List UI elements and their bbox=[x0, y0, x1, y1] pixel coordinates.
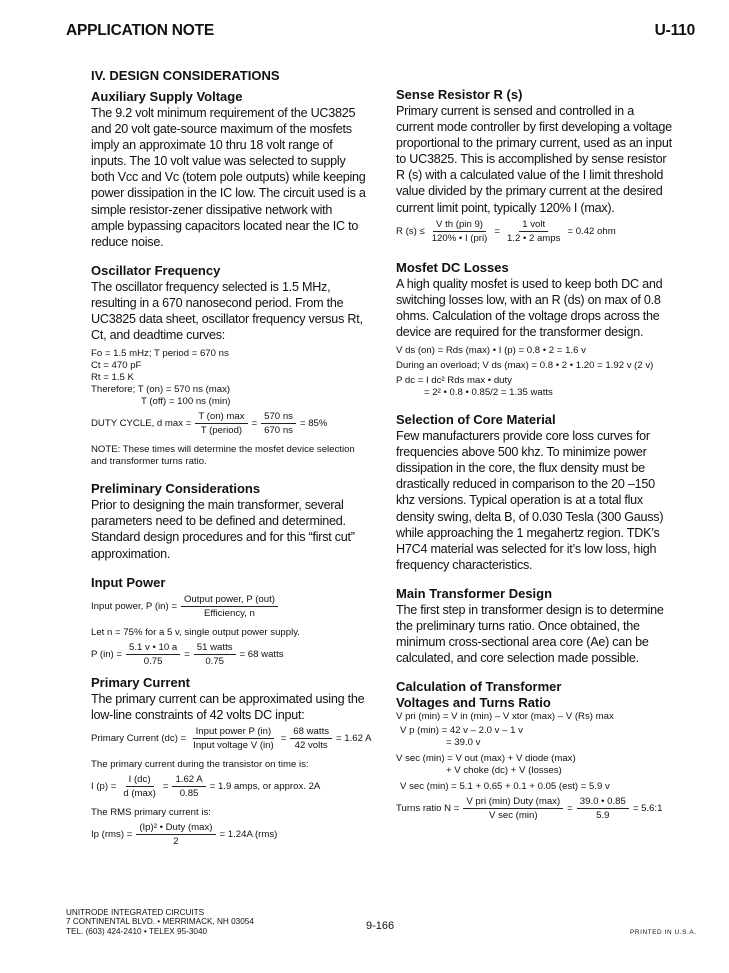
sense-eq-num-2: 1 volt bbox=[519, 219, 548, 232]
osc-text: The oscillator frequency selected is 1.5 MHz, resulting in a 670 nanosecond period. From the UC3825 data sheet, oscillator frequency versus Rt, Ct, and deadtime curves: bbox=[91, 279, 363, 343]
ip-rms-equation bbox=[91, 822, 366, 847]
sense-eq-num-1: V th (pin 9) bbox=[433, 219, 486, 232]
primary-eq1-den-1: Input voltage V (in) bbox=[193, 739, 274, 751]
calc-line-5: + V choke (dc) + V (losses) bbox=[446, 765, 562, 777]
footer-address-line-2: 7 CONTINENTAL BLVD. • MERRIMACK, NH 03054 bbox=[66, 917, 254, 927]
primary-eq2-den-1: d (max) bbox=[123, 787, 156, 799]
input-heading: Input Power bbox=[91, 574, 166, 590]
sense-equation: R (s) ≤ $\frac{\text{V th (pin 9)}}{\text{120\% • I (pri)}}$ = $\frac{\text{1 volt}}{\text{1.2 • 2 amps}}$ = 0.42 ohm bbox=[396, 218, 616, 244]
sense-eq-label: R (s) ≤ bbox=[396, 225, 425, 237]
primary-heading: Primary Current bbox=[91, 674, 190, 690]
turns-ratio-equation: Turns ratio N = $\frac{\text{V pri (min) Duty (max)}}{\text{V sec (min)}}$ = $\frac{39.0 • 0.85}{5.9}$ = 5.6:1 bbox=[396, 796, 663, 822]
ip-equation: I (p) = $\frac{I (dc)}{d (\max)}$ = $\frac{1.62 A}{0.85}$ = 1.9 amps, or approx. 2A bbox=[91, 773, 321, 799]
duty-result: = 85% bbox=[299, 418, 328, 430]
osc-line-5: T (off) = 100 ns (min) bbox=[141, 396, 231, 408]
primary-eq1-result: = 1.62 A bbox=[336, 732, 372, 744]
osc-line-3: Rt = 1.5 K bbox=[91, 372, 134, 384]
right-column bbox=[396, 68, 673, 824]
primary-eq2-den-2: 0.85 bbox=[179, 787, 199, 799]
footer-address bbox=[66, 908, 254, 936]
input-eq2-den-1: 0.75 bbox=[143, 655, 163, 667]
osc-heading: Oscillator Frequency bbox=[91, 262, 221, 278]
mosfet-heading: Mosfet DC Losses bbox=[396, 259, 509, 275]
sense-heading: Sense Resistor R (s) bbox=[396, 87, 523, 102]
calc-eq-den-2: 5.9 bbox=[596, 810, 610, 822]
input-eq2-den-2: 0.75 bbox=[205, 655, 224, 667]
duty-num-1: T (on) max bbox=[195, 411, 247, 424]
calc-line-1: V pri (min) = V in (min) – V xtor (max) – V (Rs) max bbox=[396, 711, 614, 723]
input-let: Let n = 75% for a 5 v, single output power supply. bbox=[91, 626, 300, 638]
primary-rms: The RMS primary current is: bbox=[91, 806, 211, 818]
primary-eq1-num-2: 68 watts bbox=[290, 726, 332, 739]
primary-eq1-den-2: 42 volts bbox=[294, 739, 328, 751]
mosfet-text: A high quality mosfet is used to keep both DC and switching losses low, with an R (ds) on max of 0.8 ohms. Calculation of the voltage drops across the device are required for the transformer design. bbox=[396, 276, 663, 339]
mosfet-line-4: = 2² • 0.8 • 0.85/2 = 1.35 watts bbox=[424, 387, 553, 399]
aux-heading: Auxiliary Supply Voltage bbox=[91, 89, 243, 104]
calc-eq-result: = 5.6:1 bbox=[632, 803, 663, 815]
mosfet-line-3: P dc = I dc² Rds max • duty bbox=[396, 375, 512, 387]
calc-line-3: = 39.0 v bbox=[446, 737, 481, 749]
input-eq2-result: = 68 watts bbox=[239, 648, 284, 660]
core-text: Few manufacturers provide core loss curves for frequencies above 500 khz. To minimize power dissipation in the core, the flux density must be drastically reduced in comparison to the 20 –150 khz versions. Typical operation is at a total flux density swing, delta B, of 0.030 Tesla (300 Gauss) while approaching the 1 megahertz region. TDK’s H7C4 material was selected for it’s low loss, high frequency characteristics. bbox=[396, 429, 664, 572]
input-eq2-num-2: 51 watts bbox=[194, 642, 236, 655]
sense-eq-den-2: 1.2 • 2 amps bbox=[506, 232, 561, 244]
page-number: 9-166 bbox=[366, 920, 395, 932]
input-eq1-label: Input power, P (in) = bbox=[91, 600, 177, 612]
duty-cycle-equation: DUTY CYCLE, d max = $\frac{T (on) \max}{\text{T (period)}}$ = $\frac{570 ns}{670 ns}$ = 85% bbox=[91, 411, 328, 437]
osc-note: NOTE: These times will determine the mosfet device selection and transformer turns ratio. bbox=[91, 444, 355, 468]
aux-text: The 9.2 volt minimum requirement of the UC3825 and 20 volt gate-source maximum of the mosfets imply an approximate 10 thru 18 volt range of inputs. The 10 volt value was selected to supply both Vcc and Vc (totem pole outputs) while keeping power dissipation in the IC low. The circuit used is a simple resistor-zener dissipative network with ample bypassing capacitors located near the IC to reduce noise. bbox=[91, 106, 366, 249]
section-title: IV. DESIGN CONSIDERATIONS bbox=[91, 68, 280, 83]
osc-line-4: Therefore; T (on) = 570 ns (max) bbox=[91, 384, 231, 396]
mosfet-line-2: During an overload; V ds (max) = 0.8 • 2 • 1.20 = 1.92 v (2 v) bbox=[396, 360, 654, 372]
calc-eq-num-1: V pri (min) Duty (max) bbox=[463, 796, 563, 809]
primary-eq3-result: = 1.24A (rms) bbox=[219, 828, 278, 840]
calc-eq-num-2: 39.0 • 0.85 bbox=[577, 796, 629, 809]
input-eq1-den: Efficiency, n bbox=[204, 607, 255, 619]
calc-heading-2: Voltages and Turns Ratio bbox=[396, 695, 551, 711]
calc-eq-den-1: V sec (min) bbox=[489, 810, 538, 822]
input-eq1-num: Output power, P (out) bbox=[181, 594, 278, 607]
calc-eq-label: Turns ratio N = bbox=[396, 803, 460, 815]
left-column bbox=[91, 68, 372, 850]
footer-address-line-3: TEL. (603) 424-2410 • TELEX 95-3040 bbox=[66, 926, 208, 936]
calc-line-6: V sec (min) = 5.1 + 0.65 + 0.1 + 0.05 (est) = 5.9 v bbox=[400, 781, 610, 793]
calc-line-4: V sec (min) = V out (max) + V diode (max) bbox=[396, 753, 576, 765]
header-right: U-110 bbox=[654, 22, 695, 39]
primary-eq1-num-1: Input power P (in) bbox=[193, 726, 275, 739]
osc-line-2: Ct = 470 pF bbox=[91, 360, 142, 372]
primary-during: The primary current during the transistor on time is: bbox=[91, 758, 309, 770]
primary-text: The primary current can be approximated using the low-line constraints of 42 volts DC input: bbox=[91, 691, 365, 722]
prelim-heading: Preliminary Considerations bbox=[91, 481, 261, 497]
primary-eq2-label: I (p) = bbox=[91, 780, 117, 792]
core-heading: Selection of Core Material bbox=[396, 412, 556, 428]
primary-eq3-den: 2 bbox=[173, 835, 179, 847]
sense-eq-result: = 0.42 ohm bbox=[567, 225, 616, 237]
input-eq2-label: P (in) = bbox=[91, 648, 123, 660]
input-eq2-num-1: 5.1 v • 10 a bbox=[126, 642, 180, 655]
sense-eq-den-1: 120% • I (pri) bbox=[431, 232, 488, 244]
primary-eq1-label: Primary Current (dc) = bbox=[91, 732, 187, 744]
header-left: APPLICATION NOTE bbox=[66, 22, 215, 39]
prelim-text: Prior to designing the main transformer, several parameters need to be defined and determined. Standard design procedures and for this “first cut” approximation. bbox=[91, 498, 355, 561]
duty-den-2: 670 ns bbox=[264, 425, 293, 437]
sense-text: Primary current is sensed and controlled in a current mode controller by first developing a voltage proportional to the primary current, used as an input to UC3825. This is accomplished by sense resistor R (s) with a calculated value of the I limit threshold value divided by the primary current at the desired current limit point, typically 120% I (max). bbox=[396, 104, 672, 215]
pin-equation: P (in) = $\frac{5.1 v • 10 a}{0.75}$ = $\frac{\text{51 watts}}{0.75}$ = 68 watts bbox=[91, 641, 284, 667]
transformer-heading: Main Transformer Design bbox=[396, 585, 553, 601]
printed-in: PRINTED IN U.S.A. bbox=[630, 929, 697, 936]
duty-den-1: T (period) bbox=[200, 425, 243, 437]
mosfet-line-1: V ds (on) = Rds (max) • I (p) = 0.8 • 2 = 1.6 v bbox=[396, 345, 586, 357]
primary-eq2-num-1: I (dc) bbox=[126, 774, 154, 787]
input-power-equation bbox=[91, 594, 366, 619]
duty-num-2: 570 ns bbox=[261, 411, 296, 424]
transformer-text: The first step in transformer design is to determine the preliminary turns ratio. Once obtained, the minimum cross-sectional area core (Ae) can be calculated, and core selection made possible. bbox=[396, 602, 664, 666]
primary-eq2-result: = 1.9 amps, or approx. 2A bbox=[209, 780, 321, 792]
primary-eq2-num-2: 1.62 A bbox=[172, 774, 205, 787]
osc-line-1: Fo = 1.5 mHz; T period = 670 ns bbox=[91, 348, 229, 360]
primary-eq3-label: Ip (rms) = bbox=[91, 828, 133, 840]
calc-heading-1: Calculation of Transformer bbox=[396, 679, 562, 695]
footer-address-line-1: UNITRODE INTEGRATED CIRCUITS bbox=[66, 908, 205, 917]
primary-current-equation: Primary Current (dc) = $\frac{\text{Input power P (in)}}{\text{Input voltage V (in)}}$ = $\frac{\text{68 watts}}{\text{42 volts}}$ = 1.62 A bbox=[91, 725, 372, 751]
calc-line-2: V p (min) = 42 v – 2.0 v – 1 v bbox=[400, 725, 523, 737]
duty-label: DUTY CYCLE, d max = bbox=[91, 418, 192, 430]
primary-eq3-num: (Ip)² • Duty (max) bbox=[136, 822, 215, 835]
